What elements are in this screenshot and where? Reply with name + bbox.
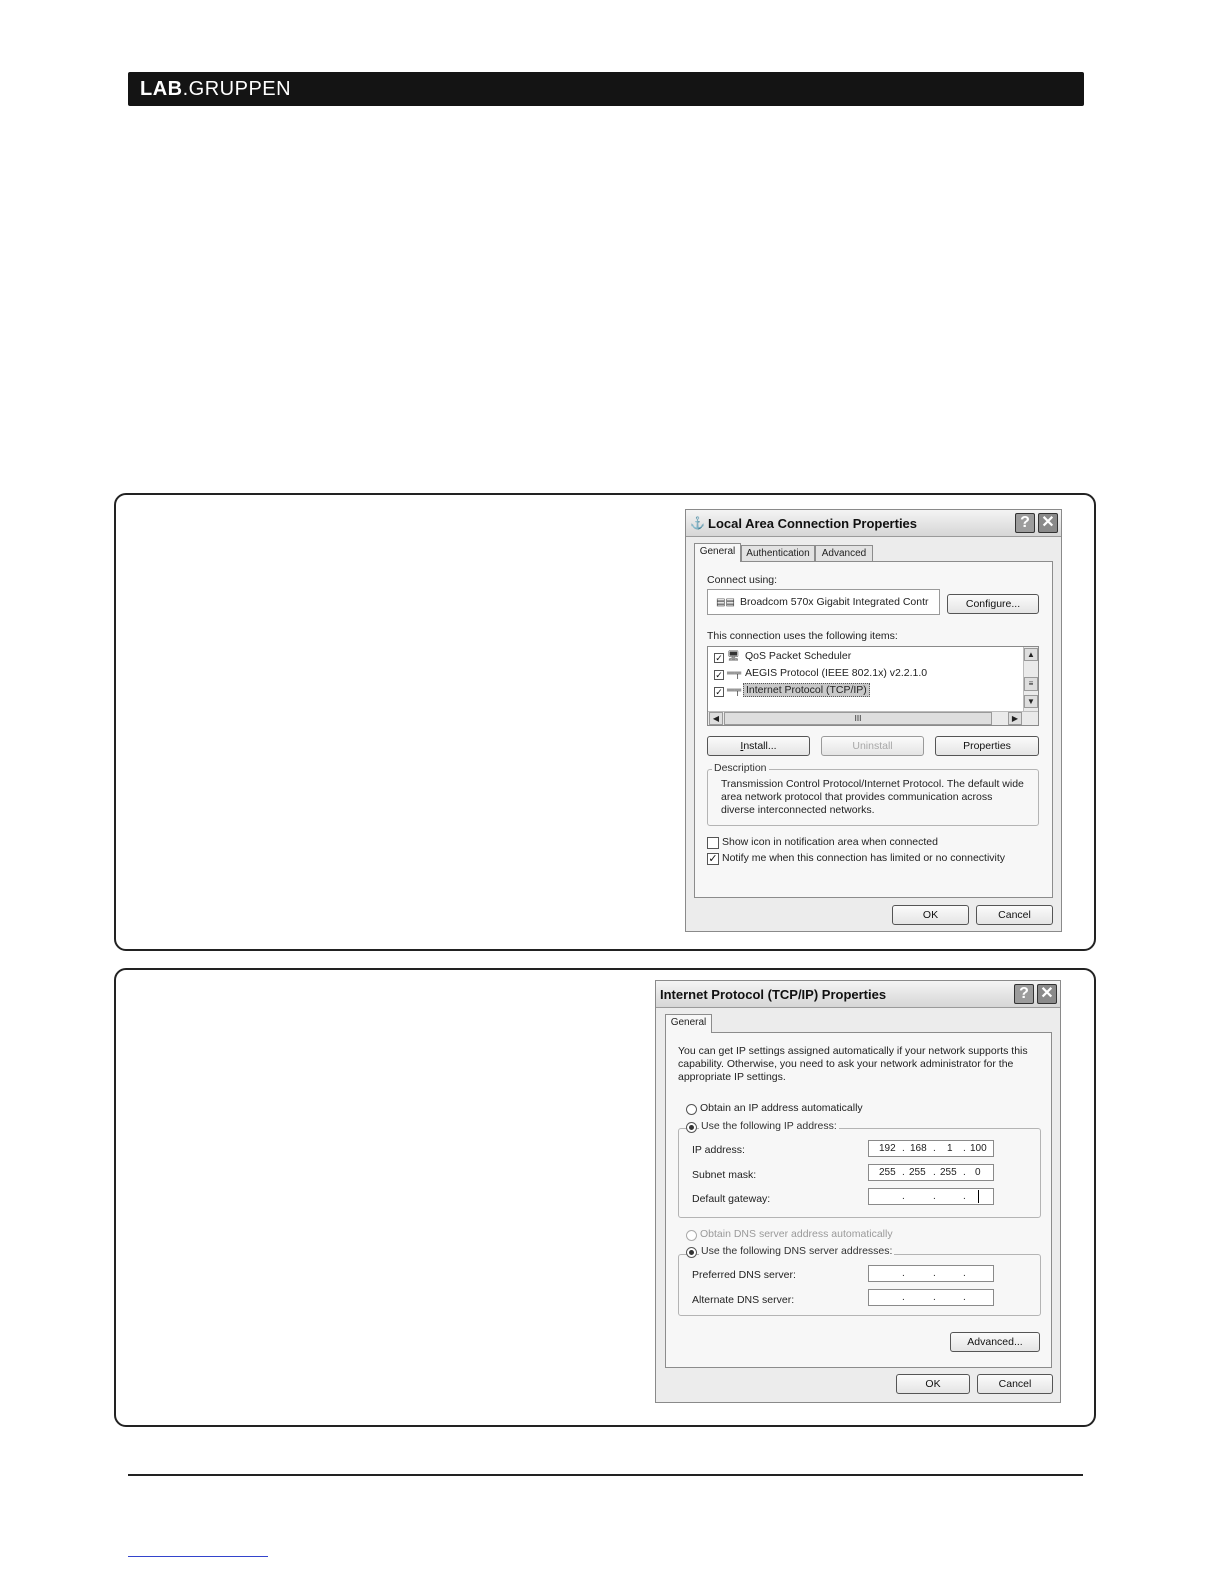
description-title: Description — [714, 762, 767, 774]
scroll-right-arrow-icon[interactable]: ▶ — [1008, 712, 1022, 725]
list-item[interactable]: AEGIS Protocol (IEEE 802.1x) v2.2.1.0 — [745, 667, 928, 679]
dialog-titlebar — [656, 981, 1060, 1008]
mask-octet-4: 0 — [975, 1167, 981, 1178]
brand-logo-part1: LAB — [140, 78, 183, 100]
connect-using-label: Connect using: — [707, 574, 778, 586]
help-button[interactable]: ? — [1014, 984, 1034, 1004]
tcpip-properties-dialog — [655, 980, 1061, 1403]
tab-general[interactable]: General — [694, 543, 741, 562]
dns-group — [678, 1254, 1041, 1316]
obtain-ip-auto-label[interactable]: Obtain an IP address automatically — [700, 1102, 863, 1114]
alternate-dns-field[interactable]: . . . — [868, 1289, 994, 1306]
description-line-1: Transmission Control Protocol/Internet Protocol. The default wide — [721, 778, 1024, 790]
mask-octet-2: 255 — [909, 1167, 926, 1178]
horizontal-scrollbar[interactable] — [708, 711, 1038, 725]
use-following-dns-radio[interactable] — [686, 1247, 697, 1258]
notify-label[interactable]: Notify me when this connection has limited or no connectivity — [722, 852, 1006, 864]
brand-logo — [140, 78, 291, 101]
obtain-dns-auto-radio[interactable] — [686, 1230, 697, 1241]
dialog-title: Local Area Connection Properties — [708, 516, 918, 531]
tab-page-general — [694, 561, 1053, 898]
scroll-h-thumb[interactable] — [724, 712, 992, 725]
obtain-dns-auto-label[interactable]: Obtain DNS server address automatically — [700, 1228, 893, 1240]
tab-page-general — [665, 1032, 1052, 1368]
item-checkbox-qos[interactable]: ✓ — [715, 653, 723, 663]
default-gateway-field[interactable]: . . . — [868, 1188, 994, 1205]
subnet-mask-field[interactable]: 255 . 255 . 255 . 0 — [868, 1164, 994, 1181]
adapter-box — [707, 589, 940, 615]
scroll-thumb[interactable]: ≡ — [1024, 677, 1038, 691]
tab-general[interactable]: General — [665, 1014, 712, 1033]
intro-line-1: You can get IP settings assigned automatically if your network supports this — [678, 1045, 1028, 1057]
protocol-icon: ═╤ — [727, 668, 742, 679]
intro-line-3: appropriate IP settings. — [678, 1071, 786, 1083]
list-item[interactable]: QoS Packet Scheduler — [745, 650, 852, 662]
brand-header-bar — [128, 72, 1084, 106]
list-item-selected[interactable]: Internet Protocol (TCP/IP) — [743, 683, 870, 697]
cancel-button[interactable]: Cancel — [977, 1374, 1053, 1394]
dialog-title: Internet Protocol (TCP/IP) Properties — [660, 987, 887, 1002]
default-gateway-label: Default gateway: — [692, 1193, 771, 1205]
tab-advanced[interactable]: Advanced — [815, 545, 873, 562]
vertical-scrollbar[interactable] — [1023, 647, 1038, 711]
subnet-mask-label: Subnet mask: — [692, 1169, 757, 1181]
items-list — [707, 646, 1039, 726]
item-checkbox-aegis[interactable]: ✓ — [715, 670, 723, 680]
ip-address-label: IP address: — [692, 1144, 745, 1156]
network-icon: ⚓ — [690, 516, 705, 530]
advanced-button[interactable]: Advanced... — [950, 1332, 1040, 1352]
dialog-titlebar — [686, 510, 1061, 537]
alternate-dns-label: Alternate DNS server: — [692, 1294, 795, 1306]
adapter-icon: ▤▤ — [716, 597, 735, 608]
items-label: This connection uses the following items: — [707, 630, 898, 642]
description-line-2: area network protocol that provides communication across — [721, 791, 993, 803]
scheduler-icon: 🖥 — [727, 651, 740, 662]
adapter-name: Broadcom 570x Gigabit Integrated Contr — [740, 596, 929, 608]
close-button[interactable]: ✕ — [1037, 984, 1057, 1004]
ip-octet-4: 100 — [970, 1143, 987, 1154]
text-cursor — [978, 1190, 979, 1203]
scroll-up-arrow-icon[interactable]: ▲ — [1024, 648, 1038, 661]
ip-address-field[interactable]: 192 . 168 . 1 . 100 — [868, 1140, 994, 1157]
footer-link-underline — [128, 1556, 268, 1557]
scroll-down-arrow-icon[interactable]: ▼ — [1024, 695, 1038, 708]
ip-octet-1: 192 — [879, 1143, 896, 1154]
configure-button[interactable]: Configure... — [947, 594, 1039, 614]
ip-octet-2: 168 — [910, 1143, 927, 1154]
protocol-icon: ═╤ — [727, 685, 742, 696]
install-button[interactable]: Install... — [707, 736, 810, 756]
preferred-dns-label: Preferred DNS server: — [692, 1269, 796, 1281]
intro-line-2: capability. Otherwise, you need to ask your network administrator for the — [678, 1058, 1014, 1070]
preferred-dns-field[interactable]: . . . — [868, 1265, 994, 1282]
footer-rule — [128, 1474, 1083, 1476]
scroll-h-thumb-grip: III — [854, 714, 862, 723]
mask-octet-1: 255 — [879, 1167, 896, 1178]
brand-logo-part2: .GRUPPEN — [182, 78, 292, 100]
ip-octet-3: 1 — [947, 1143, 953, 1154]
cancel-button[interactable]: Cancel — [976, 905, 1053, 925]
scroll-left-arrow-icon[interactable]: ◀ — [709, 712, 723, 725]
use-following-ip-label[interactable]: Use the following IP address: — [701, 1120, 837, 1132]
ok-button[interactable]: OK — [892, 905, 969, 925]
install-label: nstall... — [743, 740, 777, 752]
show-icon-label[interactable]: Show icon in notification area when connected — [722, 836, 938, 848]
use-following-dns-label[interactable]: Use the following DNS server addresses: — [701, 1245, 893, 1257]
local-area-connection-dialog — [685, 509, 1062, 932]
notify-checkbox[interactable]: ✓ — [708, 853, 718, 865]
obtain-ip-auto-radio[interactable] — [686, 1104, 697, 1115]
use-following-ip-radio[interactable] — [686, 1122, 697, 1133]
mask-octet-3: 255 — [940, 1167, 957, 1178]
item-checkbox-tcpip[interactable]: ✓ — [715, 687, 723, 697]
close-button[interactable]: ✕ — [1038, 513, 1058, 533]
tab-authentication[interactable]: Authentication — [741, 545, 815, 562]
ok-button[interactable]: OK — [896, 1374, 970, 1394]
properties-button[interactable]: Properties — [935, 736, 1039, 756]
description-line-3: diverse interconnected networks. — [721, 804, 875, 816]
uninstall-button[interactable]: Uninstall — [821, 736, 924, 756]
show-icon-checkbox[interactable] — [707, 837, 719, 849]
help-button[interactable]: ? — [1015, 513, 1035, 533]
